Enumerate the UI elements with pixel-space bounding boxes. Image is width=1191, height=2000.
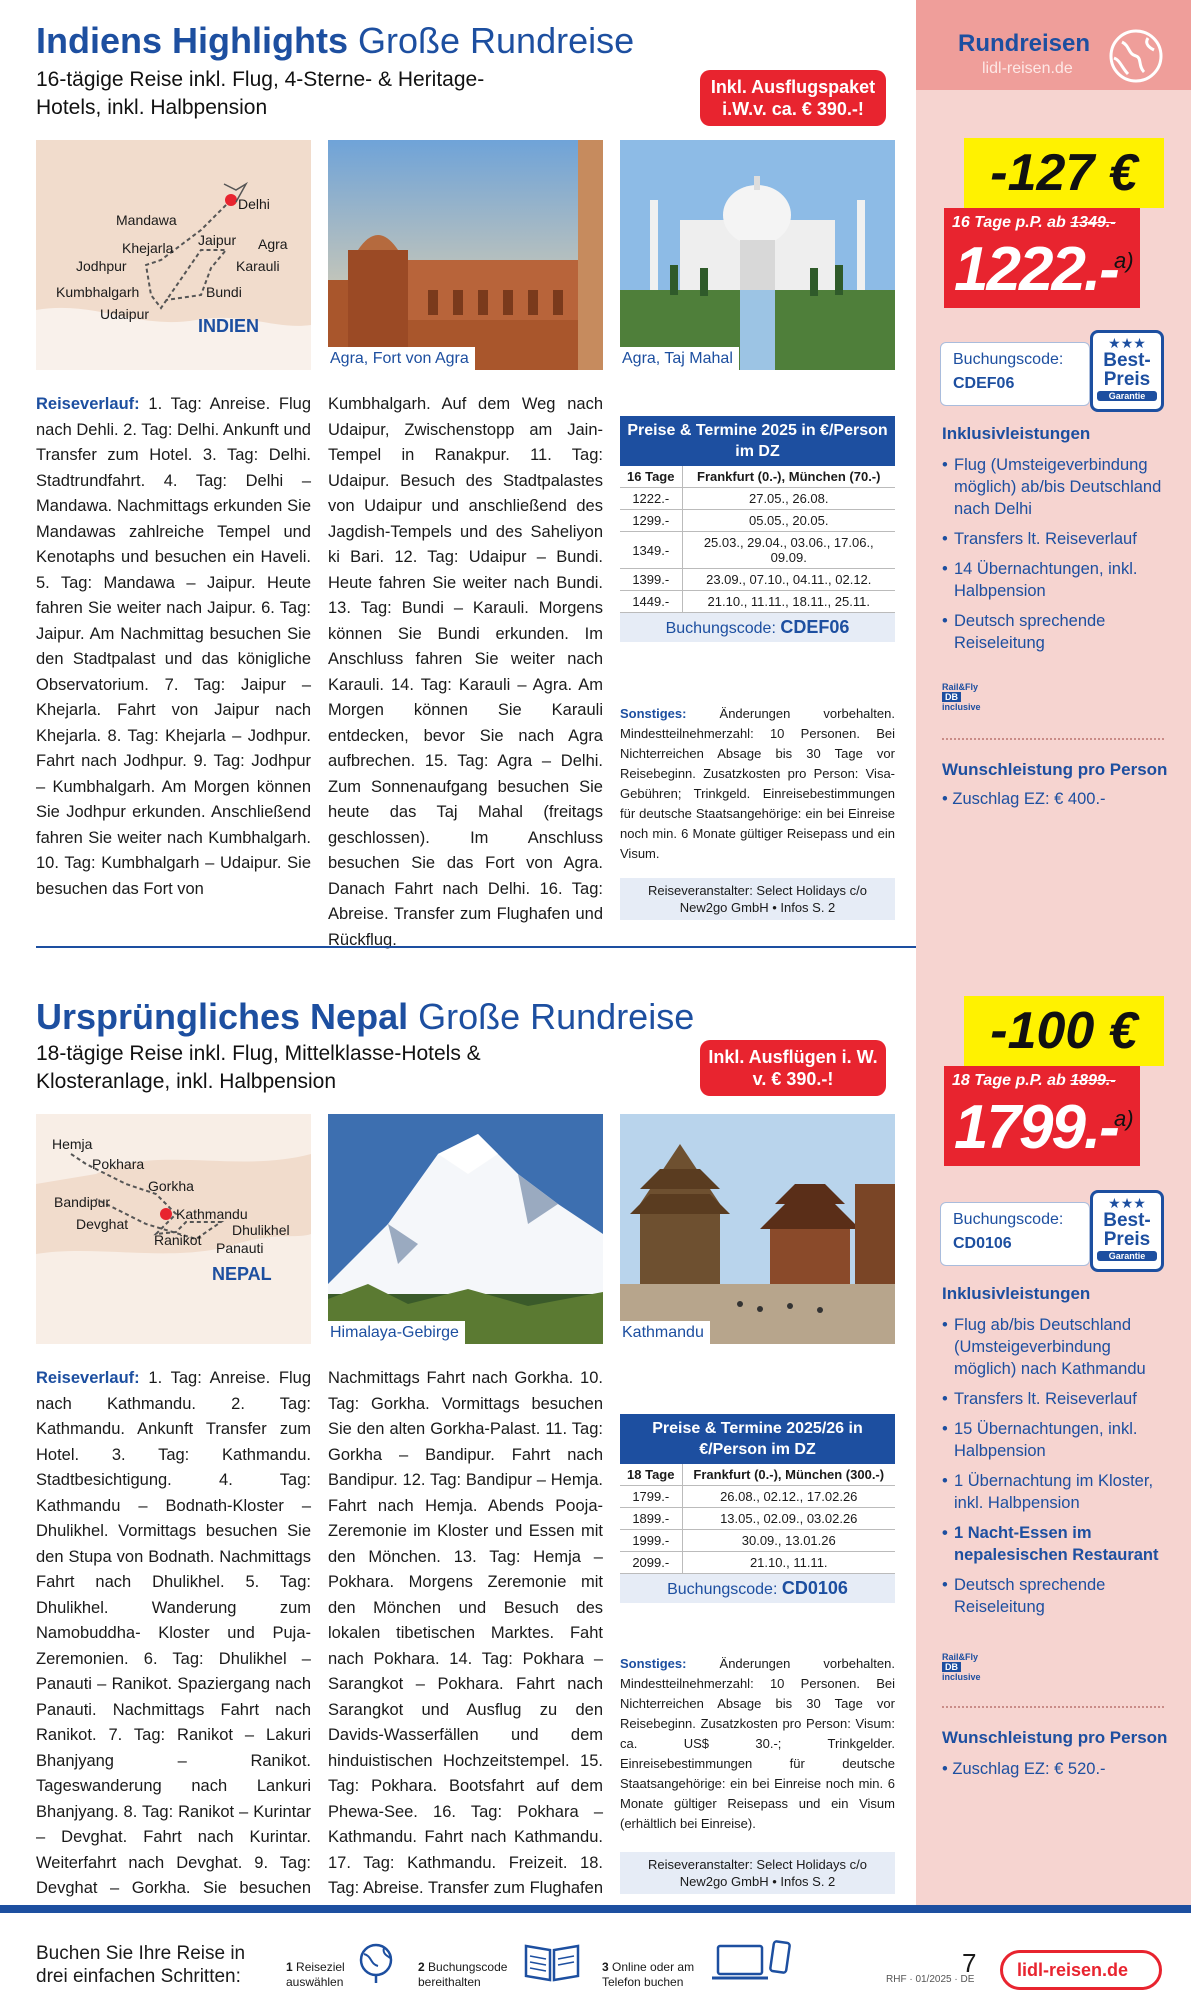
- code-value: CDEF06: [953, 375, 1015, 392]
- map-label-pokhara: Pokhara: [92, 1156, 145, 1172]
- trip2-title-rest: Große Rundreise: [418, 996, 695, 1037]
- row-dates: 30.09., 13.01.26: [682, 1530, 895, 1552]
- railfly-inclusive: inclusive: [942, 1672, 981, 1682]
- trip1-map-graphic: [36, 140, 311, 370]
- footer-bar: [0, 1905, 1191, 1913]
- laptop-phone-icon: [712, 1940, 792, 1984]
- row-dates: 21.10., 11.11.: [682, 1552, 895, 1574]
- trip1-caption2: Agra, Taj Mahal: [620, 347, 739, 370]
- trip2-promo-badge: Inkl. Ausflügen i. W. v. € 390.-!: [700, 1040, 886, 1096]
- db-icon: DB: [942, 692, 961, 702]
- row-dates: 13.05., 02.09., 03.02.26: [682, 1508, 895, 1530]
- best-price-label: Best-Preis: [1103, 1210, 1151, 1250]
- code-value: CD0106: [953, 1235, 1012, 1252]
- trip2-itinerary-col2: Nachmittags Fahrt nach Gorkha. 10. Tag: Gorkha. Vormittags besuchen Sie den alten Gorkha-Palast. 11. Tag: Gorkha – Bandipur. Fahrt nach Bandipur. 12. Tag: Bandipur – Hemja. Fahrt nach Hemja. Abends Pooja-Zeremonie im Kloster und Essen mit den Mönchen. 13. Tag: Hemja – Pokhara. Morgens Zeremonie mit den Mönchen und Besuch des lokalen tibetischen Marktes. Faht nach Pokhara. 14. Tag: Pokhara – Sarangkot – Pokhara. Fahrt nach Sarangkot und Ausflug zu den Davids-Wasserfällen und dem hinduistischen Hochzeitstempel. 15. Tag: Pokhara. Bootsfahrt auf dem Phewa-See. 16. Tag: Pokhara – Kathmandu. Fahrt nach Kathmandu. 17. Tag: Kathmandu. Freizeit. 18. Tag: Abreise. Transfer zum Flughafen: [328, 1369, 603, 1897]
- map-country-label: NEPAL: [212, 1264, 272, 1284]
- table-row: [620, 1508, 895, 1530]
- divider: [942, 738, 1164, 740]
- taj-photo: [620, 140, 895, 370]
- trip1-itinerary-col2: Kumbhalgarh. Auf dem Weg nach Udaipur, Zwischenstopp am Jain-Tempel in Ranakpur. 11. Tag: Udaipur. Besuch des Stadtpalastes von Udaipur und anschließend des Jagdish-Tempels und des Saheliyon ki Bari. 12. Tag: Udaipur – Bundi. Heute fahren Sie weiter nach Bundi. 13. Tag: Bundi – Karauli. Morgens können Sie Bundi erkunden. Im Anschluss fahren Sie weiter nach Karauli. 14. Tag: Karauli – Agra. Am Morgen können Sie Karauli entdecken, bevor Sie nach Agra aufbrechen. 15. Tag: Agra – Delhi. Zum Sonnenaufgang besuchen Sie heute das Taj Mahal (freitags geschlossen). Im Anschluss besuchen Sie das Fort von Agra. Danach Fahrt nach Delhi. 16. Tag: Abreise. Transfer zum Flughafen und Rückflug.: [328, 395, 603, 949]
- trip2-itinerary-text1: 1. Tag: Anreise. Flug nach Kathmandu. 2. Tag: Kathmandu. Ankunft Transfer zum Hotel. 3. Tag: Kathmandu. Stadtbesichtigung. 4. Tag: Kathmandu – Bodnath-Kloster – Dhulikhel. Vormittags besuchen Sie den Stupa von Bodnath. Nachmittags Fahrt nach Dhulikhel. 5. Tag: Dhulikhel. Wanderung zum Namobuddha- Kloster und Puja-Zeremonien. 6. Tag: Dhulikhel – Panauti – Ranikot. Spaziergang nach Panauti. Nachmittags Fahrt nach Ranikot. 7. Tag: Ranikot – Lakuri Bhanjyang – Ranikot. Tageswanderung nach Lankuri Bhanjyang. 8. Tag: Ranikot – Kurintar – Devghat. Fahrt nach Kurintar. Weiterfahrt nach Devghat. 9. Tag: Devghat – Gorkha. Sie besuchen: [36, 1369, 311, 1897]
- row-price: 1799.-: [620, 1486, 682, 1508]
- table-row: [620, 1486, 895, 1508]
- map-label-gorkha: Gorkha: [148, 1178, 194, 1194]
- trip2-wunsch-item: • Zuschlag EZ: € 520.-: [942, 1760, 1106, 1778]
- row-price: 1999.-: [620, 1530, 682, 1552]
- railfly-label: Rail&Fly: [942, 1652, 979, 1662]
- trip1-subtitle: 16-tägige Reise inkl. Flug, 4-Sterne- & Heritage-Hotels, inkl. Halbpension: [36, 68, 485, 119]
- himalaya-photo: [328, 1114, 603, 1344]
- trip2-title: [36, 996, 694, 1038]
- row-price: 1899.-: [620, 1508, 682, 1530]
- row-price: 1399.-: [620, 569, 682, 591]
- trip2-caption1: Himalaya-Gebirge: [328, 1321, 465, 1344]
- booking-label: Buchungscode:: [667, 1581, 778, 1598]
- step-number: 1: [286, 1960, 293, 1974]
- db-icon: DB: [942, 1662, 961, 1672]
- map-label-jodhpur: Jodhpur: [76, 258, 127, 274]
- row-dates: 27.05., 26.08.: [682, 488, 895, 510]
- trip1-promo-badge: Inkl. Ausflugspaket i.W.v. ca. € 390.-!: [700, 70, 886, 126]
- railfly-logo: [942, 682, 981, 712]
- row-price: 1222.-: [620, 488, 682, 510]
- divider: [942, 1706, 1164, 1708]
- map-label-kumbhalgarh: Kumbhalgarh: [56, 284, 140, 300]
- step-text: Online oder am Telefon buchen: [602, 1960, 695, 1989]
- trip2-col2-head: Frankfurt (0.-), München (300.-): [682, 1464, 895, 1486]
- trip1-price-table: [620, 416, 895, 642]
- row-dates: 26.08., 02.12., 17.02.26: [682, 1486, 895, 1508]
- code-label: Buchungscode:: [953, 351, 1064, 368]
- trip2-price-table: [620, 1414, 895, 1603]
- best-price-badge: [1090, 330, 1164, 412]
- category-title: Rundreisen: [958, 30, 1091, 57]
- row-price: 1299.-: [620, 510, 682, 532]
- trip2-veranstalter: Reiseveranstalter: Select Holidays c/o New2go GmbH • Infos S. 2: [620, 1852, 895, 1894]
- price-small-label: 18 Tage p.P. ab: [952, 1072, 1066, 1089]
- trip1-wunsch-item: • Zuschlag EZ: € 400.-: [942, 790, 1106, 808]
- row-dates: 05.05., 20.05.: [682, 510, 895, 532]
- trip2-price-new: 1799.-: [954, 1093, 1118, 1162]
- map-label-bandipur: Bandipur: [54, 1194, 111, 1210]
- trip2-price-table-heading: Preise & Termine 2025/26 in €/Person im DZ: [620, 1414, 895, 1464]
- trip2-map: [36, 1114, 311, 1344]
- trip1-col1-head: 16 Tage: [620, 466, 682, 488]
- trip2-wunsch-head: Wunschleistung pro Person: [942, 1728, 1168, 1747]
- category-url[interactable]: lidl-reisen.de: [982, 60, 1073, 77]
- trip2-code-box: [940, 1202, 1090, 1266]
- globe-pin-icon: [356, 1940, 396, 1984]
- booking-code: CDEF06: [780, 617, 850, 637]
- kathmandu-photo: [620, 1114, 895, 1344]
- map-label-kathmandu: Kathmandu: [176, 1206, 248, 1222]
- map-label-bundi: Bundi: [206, 284, 242, 300]
- row-price: 2099.-: [620, 1552, 682, 1574]
- footer-booking-steps: Buchen Sie Ihre Reise in drei einfachen Schritten:: [36, 1943, 246, 1987]
- trip1-itinerary-text1: 1. Tag: Anreise. Flug nach Dehli. 2. Tag: Delhi. Ankunft und Transfer zum Hotel. 3. Tag: Delhi. Stadtrundfahrt. 4. Tag: Delhi – Mandawa. Nachmittags erkunden Sie Mandawas zahlreiche Tempel und Kenotaphs und besuchen ein Haveli. 5. Tag: Mandawa – Jaipur. Heute fahren Sie weiter nach Jaipur. 6. Tag: Jaipur. Am Nachmittag besuchen Sie den Stadtpalast und das königliche Observatorium. 7. Tag: Jaipur – Khejarla. Fahrt von Jaipur nach Khejarla. 8. Tag: Khejarla – Jodhpur. Fahrt nach Jodhpur. 9. Tag: Jodhpur – Kumbhalgarh. Am Morgen können Sie Jodhpur erkunden. Anschließend fahren Sie weiter nach Kumbhalgarh. 10. Tag: Kumbhalgarh – Udaipur. Sie besuchen das Fort von: [36, 395, 311, 898]
- star-icon: ★★★: [1108, 335, 1146, 351]
- trip1-price-footnote: a): [1114, 248, 1134, 273]
- step-text: Reiseziel auswählen: [286, 1960, 345, 1989]
- map-label-delhi: Delhi: [238, 196, 270, 212]
- price-old: 1349.-: [1070, 214, 1116, 231]
- row-price: 1349.-: [620, 532, 682, 569]
- map-label-jaipur: Jaipur: [198, 232, 237, 248]
- railfly-inclusive: inclusive: [942, 702, 981, 712]
- table-row: [620, 532, 895, 569]
- table-row: [620, 1552, 895, 1574]
- trip1-photo-fort: [328, 140, 603, 370]
- trip1-table-booking-code: [620, 613, 895, 642]
- price-old: 1899.-: [1070, 1072, 1116, 1089]
- table-row: [620, 510, 895, 532]
- trip1-price-table-heading: Preise & Termine 2025 in €/Person im DZ: [620, 416, 895, 466]
- best-price-guarantee: Garantie: [1097, 1251, 1157, 1261]
- map-label-devghat: Devghat: [76, 1216, 129, 1232]
- booking-label: Buchungscode:: [665, 620, 776, 637]
- map-country-label: INDIEN: [198, 316, 260, 336]
- trip2-incl-list: [942, 1314, 1162, 1626]
- catalog-icon: [522, 1940, 582, 1984]
- section-divider: [36, 946, 916, 948]
- map-label-dhulikhel: Dhulikhel: [232, 1222, 290, 1238]
- list-item: • 1 Nacht-Essen im nepalesischen Restaurant: [942, 1522, 1162, 1566]
- trip1-code-box: [940, 342, 1090, 406]
- map-label-udaipur: Udaipur: [100, 306, 150, 322]
- sonstiges-text: Änderungen vorbehalten. Mindestteilnehmerzahl: 10 Personen. Bei Nichterreichen Absage bis 30 Tage vor Reisebeginn. Zusatzkosten pro Person: Visa-Gebühren; Trinkgeld. Einreisebestimmungen für deutsche Staatsangehörige: ein bei Einreise noch min. 6 Monate gültiger Reisepass und ein Visum.: [620, 706, 895, 861]
- wunsch-text: Zuschlag EZ: € 400.-: [952, 790, 1106, 808]
- trip2-subtitle: 18-tägige Reise inkl. Flug, Mittelklasse-Hotels & Klosteranlage, inkl. Halbpension: [36, 1042, 481, 1093]
- best-price-badge: [1090, 1190, 1164, 1272]
- sonstiges-lead: Sonstiges:: [620, 1656, 687, 1671]
- trip1-caption1: Agra, Fort von Agra: [328, 347, 475, 370]
- trip2-price-box: [944, 1066, 1140, 1166]
- lidl-reisen-button[interactable]: lidl-reisen.de: [1000, 1950, 1162, 1990]
- table-row: [620, 591, 895, 613]
- trip2-title-bold: Ursprüngliches Nepal: [36, 996, 409, 1037]
- wunsch-text: Zuschlag EZ: € 520.-: [952, 1760, 1106, 1778]
- map-label-agra: Agra: [258, 236, 288, 252]
- step-number: 3: [602, 1960, 609, 1974]
- trip1-discount: -127 €: [964, 138, 1164, 208]
- code-label: Buchungscode:: [953, 1211, 1064, 1228]
- trip1-veranstalter: Reiseveranstalter: Select Holidays c/o New2go GmbH • Infos S. 2: [620, 878, 895, 920]
- trip1-price-new: 1222.-: [954, 235, 1118, 304]
- map-label-panauti: Panauti: [216, 1240, 264, 1256]
- trip1-itinerary-col1: [36, 392, 311, 902]
- list-item: • Deutsch sprechende Reiseleitung: [942, 610, 1162, 654]
- trip1-sonstiges: [620, 704, 895, 864]
- best-price-guarantee: Garantie: [1097, 391, 1157, 401]
- trip2-table-booking-code: [620, 1574, 895, 1603]
- trip1-title-bold: Indiens Highlights: [36, 20, 348, 61]
- trip1-photo-taj: [620, 140, 895, 370]
- list-item: • 1 Übernachtung im Kloster, inkl. Halbpension: [942, 1470, 1162, 1514]
- map-label-hemja: Hemja: [52, 1136, 93, 1152]
- trip1-map: [36, 140, 311, 370]
- star-icon: ★★★: [1108, 1195, 1146, 1211]
- railfly-label: Rail&Fly: [942, 682, 979, 692]
- footer-step-1: [286, 1960, 362, 1990]
- sonstiges-text: Änderungen vorbehalten. Mindestteilnehmerzahl: 10 Personen. Bei Nichterreichen Absage bis 30 Tage vor Reisebeginn. Zusatzkosten pro Person: Visum: ca. US$ 30.-; Trinkgelder. Einreisebestimmungen für deutsche Staatsangehörige: ein bei Einreise noch min. 6 Monate gültiger Reisepass und ein Visum (erhältlich bei Einreise).: [620, 1656, 895, 1831]
- fort-photo: [328, 140, 603, 370]
- map-label-mandawa: Mandawa: [116, 212, 177, 228]
- trip1-wunsch-head: Wunschleistung pro Person: [942, 760, 1168, 779]
- row-dates: 21.10., 11.11., 18.11., 25.11.: [682, 591, 895, 613]
- list-item: • Deutsch sprechende Reiseleitung: [942, 1574, 1162, 1618]
- table-row: [620, 1530, 895, 1552]
- footer-step-2: [418, 1960, 518, 1990]
- footer-edition: RHF · 01/2025 · DE: [886, 1974, 975, 1985]
- trip2-price-small: [952, 1072, 1116, 1090]
- trip2-photo-kathmandu: [620, 1114, 895, 1344]
- list-item: • Flug ab/bis Deutschland (Umsteigeverbindung möglich) nach Kathmandu: [942, 1314, 1162, 1380]
- row-dates: 25.03., 29.04., 03.06., 17.06., 09.09.: [682, 532, 895, 569]
- list-item: • Flug (Umsteigeverbindung möglich) ab/bis Deutschland nach Delhi: [942, 454, 1162, 520]
- list-item: • Transfers lt. Reiseverlauf: [942, 1388, 1162, 1410]
- trip2-caption2: Kathmandu: [620, 1321, 710, 1344]
- step-text: Buchungscode bereithalten: [418, 1960, 508, 1989]
- trip2-photo-himalaya: [328, 1114, 603, 1344]
- footer-step-3: [602, 1960, 706, 1990]
- step-number: 2: [418, 1960, 425, 1974]
- map-label-karauli: Karauli: [236, 258, 280, 274]
- table-row: [620, 569, 895, 591]
- best-price-label: Best-Preis: [1103, 350, 1151, 390]
- sonstiges-lead: Sonstiges:: [620, 706, 687, 721]
- trip1-price-small: [952, 214, 1116, 232]
- trip1-incl-list: [942, 454, 1162, 662]
- trip1-itinerary-lead: Reiseverlauf:: [36, 395, 140, 413]
- trip1-incl-head: Inklusivleistungen: [942, 424, 1091, 443]
- row-price: 1449.-: [620, 591, 682, 613]
- list-item: • Transfers lt. Reiseverlauf: [942, 528, 1162, 550]
- trip2-itinerary-col1: [36, 1366, 311, 1953]
- trip2-sonstiges: [620, 1654, 895, 1834]
- page-number: 7: [962, 1948, 977, 1978]
- trip1-title-rest: Große Rundreise: [358, 20, 635, 61]
- booking-code: CD0106: [781, 1578, 848, 1598]
- trip2-price-footnote: a): [1114, 1106, 1134, 1131]
- row-dates: 23.09., 07.10., 04.11., 02.12.: [682, 569, 895, 591]
- trip1-price-box: [944, 208, 1140, 308]
- trip1-title: [36, 20, 634, 62]
- price-small-label: 16 Tage p.P. ab: [952, 214, 1066, 231]
- list-item: • 15 Übernachtungen, inkl. Halbpension: [942, 1418, 1162, 1462]
- globe-icon: [1108, 28, 1164, 84]
- map-label-khejarla: Khejarla: [122, 240, 174, 256]
- trip2-discount: -100 €: [964, 996, 1164, 1066]
- trip1-col2-head: Frankfurt (0.-), München (70.-): [682, 466, 895, 488]
- trip2-col1-head: 18 Tage: [620, 1464, 682, 1486]
- map-label-ranikot: Ranikot: [154, 1232, 202, 1248]
- railfly-logo: [942, 1652, 981, 1682]
- trip2-itinerary-lead: Reiseverlauf:: [36, 1369, 140, 1387]
- trip2-incl-head: Inklusivleistungen: [942, 1284, 1091, 1303]
- list-item: • 14 Übernachtungen, inkl. Halbpension: [942, 558, 1162, 602]
- table-row: [620, 488, 895, 510]
